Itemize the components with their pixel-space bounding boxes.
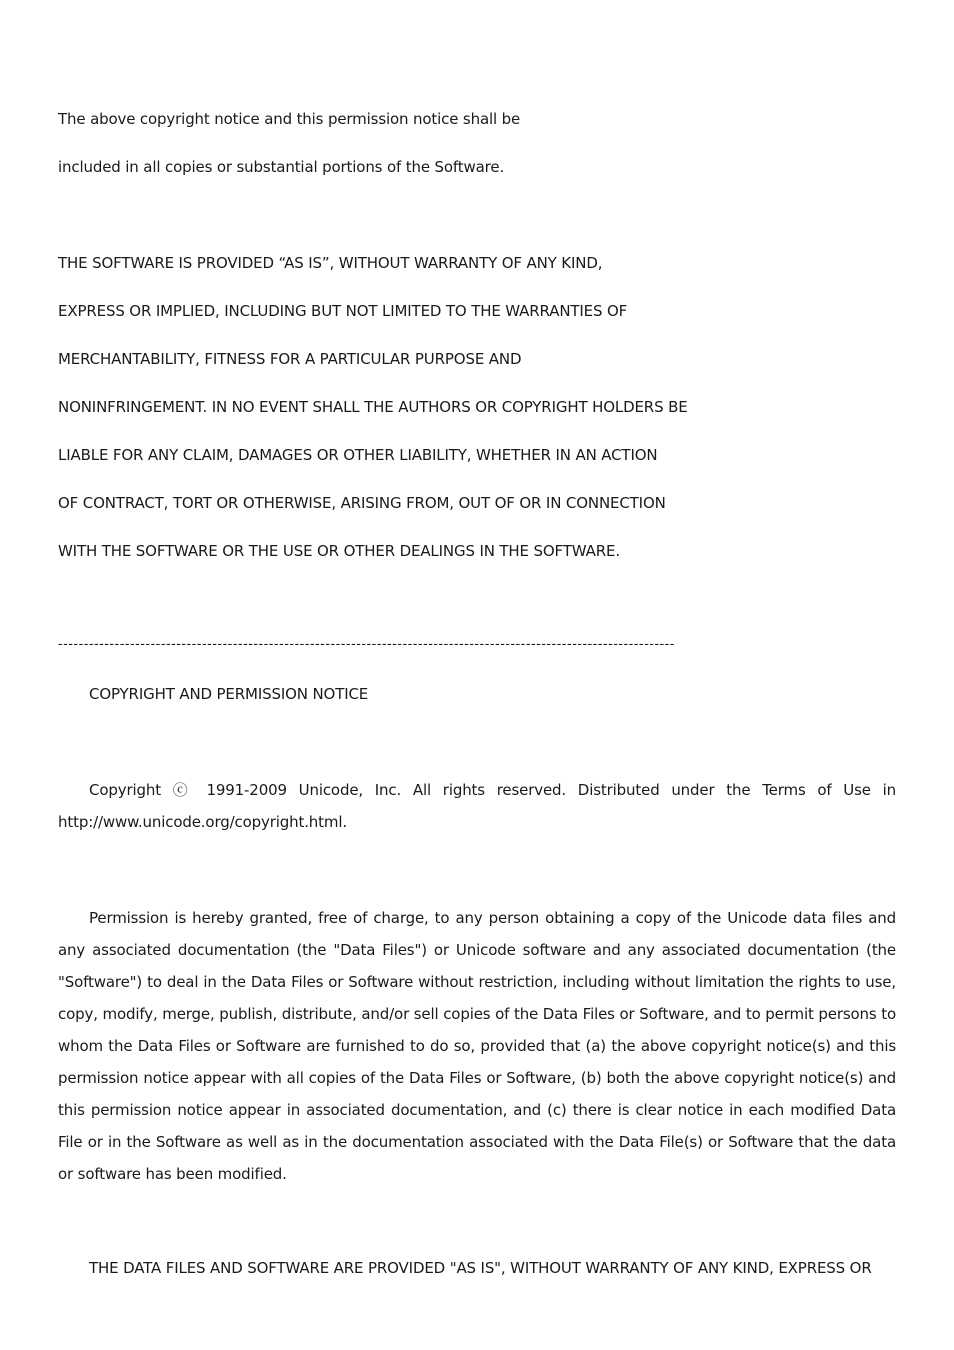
warranty-line: NONINFRINGEMENT. IN NO EVENT SHALL THE AUTHORS OR COPYRIGHT HOLDERS BE bbox=[58, 398, 688, 416]
data-warranty-paragraph: THE DATA FILES AND SOFTWARE ARE PROVIDED "AS IS", WITHOUT WARRANTY OF ANY KIND, EXPRESS OR bbox=[89, 1259, 872, 1277]
section-heading: COPYRIGHT AND PERMISSION NOTICE bbox=[89, 685, 369, 703]
notice-line: included in all copies or substantial portions of the Software. bbox=[58, 158, 505, 176]
warranty-line: MERCHANTABILITY, FITNESS FOR A PARTICULAR PURPOSE AND bbox=[58, 350, 522, 368]
permission-paragraph: Permission is hereby granted, free of charge, to any person obtaining a copy of the Unicode data files and any associated documentation (the "Data Files") or Unicode software and any associated documentation (the "Software") to deal in the Data Files or Software without restriction, including without limitation the rights to use, copy, modify, merge, publish, distribute, and/or sell copies of the Data Files or Software, and to permit persons to whom the Data Files or Software are furnished to do so, provided that (a) the above copyright notice(s) and this permission notice appear with all copies of the Data Files or Software, (b) both the above copyright notice(s) and this permission notice appear in associated documentation, and (c) there is clear notice in each modified Data File or in the Software as well as in the documentation associated with the Data File(s) or Software that the data or software has been modified. bbox=[58, 909, 896, 1183]
section-divider: ------------------------------------------------------------------------------------------------------------------------ bbox=[58, 637, 675, 652]
copyright-paragraph: Copyright ⓒ 1991-2009 Unicode, Inc. All rights reserved. Distributed under the Terms of Use in http://www.unicode.org/copyright.html. bbox=[58, 781, 896, 831]
warranty-line: WITH THE SOFTWARE OR THE USE OR OTHER DEALINGS IN THE SOFTWARE. bbox=[58, 542, 620, 560]
notice-line: The above copyright notice and this permission notice shall be bbox=[58, 110, 521, 128]
warranty-line: THE SOFTWARE IS PROVIDED “AS IS”, WITHOUT WARRANTY OF ANY KIND, bbox=[58, 254, 603, 272]
warranty-line: LIABLE FOR ANY CLAIM, DAMAGES OR OTHER LIABILITY, WHETHER IN AN ACTION bbox=[58, 446, 658, 464]
warranty-line: EXPRESS OR IMPLIED, INCLUDING BUT NOT LIMITED TO THE WARRANTIES OF bbox=[58, 302, 628, 320]
warranty-line: OF CONTRACT, TORT OR OTHERWISE, ARISING FROM, OUT OF OR IN CONNECTION bbox=[58, 494, 666, 512]
